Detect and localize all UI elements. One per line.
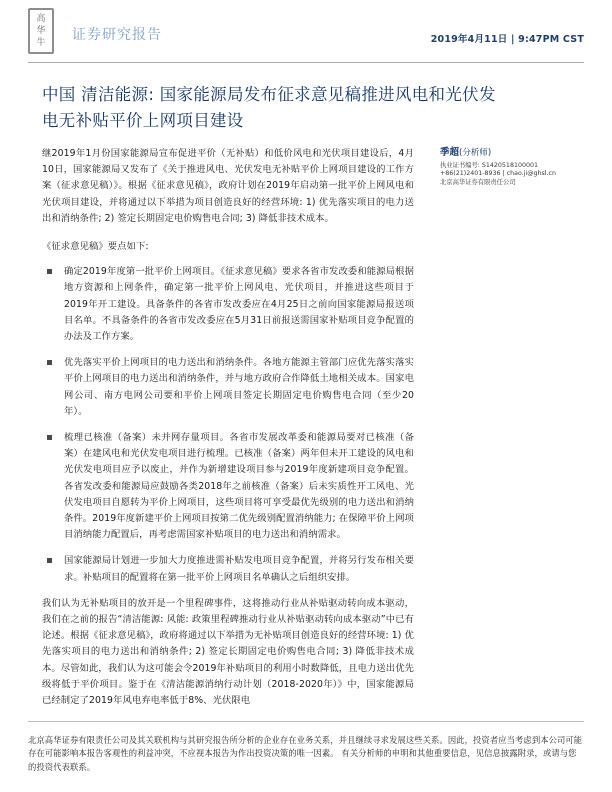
gao-hua-seal-icon (28, 8, 54, 54)
bullets-lead-in: 《征求意见稿》要点如下: (42, 241, 149, 253)
page-title: 中国 清洁能源: 国家能源局发布征求意见稿推进风电和光伏发电无补贴平价上网项目建设 (42, 85, 496, 130)
header-divider (28, 62, 584, 63)
page-footer (28, 721, 584, 775)
disclaimer-text: 北京高华证券有限责任公司及其关联机构与其研究报告所分析的企业存在业务关系，并且继续寻求发展这些关系。因此，投资者应当考虑到本公司可能存在可能影响本报告客观性的利益冲突，不应视本报告为作出投资决策的唯一因素。 有关分析师的申明和其他重要信息，见信息披露附录，或请与您的投资代表联系。 (28, 734, 583, 772)
header-timestamp: 2019年4月11日 | 9:47PM CST (430, 34, 584, 45)
content-area (0, 134, 612, 721)
list-item (42, 430, 414, 543)
list-item-text: 国家能源局计划进一步加大力度推进需补贴发电项目竞争配置，并将另行发布相关要求。补贴项目的配置将在第一批平价上网项目名单确认之后组织安排。 (64, 555, 414, 583)
intro-paragraph: 继2019年1月份国家能源局宣布促进平价（无补贴）和低价风电和光伏项目建设后，4月10日，国家能源局又发布了《关于推进风电、光伏发电无补贴平价上网项目建设的工作方案（征求意见稿）》。根据《征求意见稿》，政府计划在2019年启动第一批平价上网风电和光伏项目建设，并将通过以下举措为项目创造良好的经营环境: 1) 优先落实项目的电力送出和消纳条件; 2) 签定长期固定电价购售电合同; 3) 降低非技术成本。 (42, 148, 414, 224)
analyst-sidebar (422, 146, 584, 721)
logo-char-1: 高 (36, 14, 46, 24)
page-header (0, 0, 612, 62)
list-item (42, 264, 414, 345)
logo-char-3: 牛 (36, 38, 46, 48)
key-points-list (42, 264, 414, 586)
list-item (42, 355, 414, 420)
logo-char-2: 华 (36, 26, 46, 36)
main-column (42, 146, 414, 721)
analyst-role: (分析师) (459, 148, 492, 158)
list-item-text: 优先落实平价上网项目的电力送出和消纳条件。各地方能源主管部门应优先落实落实平价上网项目的电力送出和消纳条件，并与地方政府合作降低土地相关成本。国家电网公司、南方电网公司要和平价上网项目签定长期固定电价购售电合同（至少20年）。 (64, 357, 414, 417)
analyst-firm: 北京高华证券有限责任公司 (440, 178, 516, 186)
square-bullet-icon (47, 435, 52, 440)
square-bullet-icon (47, 558, 52, 563)
analyst-name: 季超 (440, 147, 460, 158)
list-item-text: 梳理已核准（备案）未并网存量项目。各省市发展改革委和能源局要对已核准（备案）在建风电和光伏发电项目进行梳理。已核准（备案）两年但未开工建设的风电和光伏发电项目应予以废止，并作为新增建设项目参与2019年度新建项目竞争配置。各省发改委和能源局应鼓励各类2018年之前核准（备案）后未实质性开工风电、光伏发电项目自愿转为平价上网项目，这些项目将可享受最优先级别的电力送出和消纳条件。2019年度新建平价上网项目按第二优先级别配置消纳能力; 在保障平价上网项目消纳能力配置后，再考虑需国家补贴项目的电力送出和消纳需求。 (64, 432, 414, 541)
square-bullet-icon (47, 269, 52, 274)
list-item (42, 553, 414, 585)
title-block (0, 62, 612, 134)
analyst-name-line (440, 146, 584, 160)
analyst-license: 执业证书编号: S1420518100001 (440, 162, 538, 169)
closing-paragraph: 我们认为无补贴项目的放开是一个里程碑事件，这将推动行业从补贴驱动转向成本驱动，我们在之前的报告“清洁能源: 风能: 政策里程碑推动行业从补贴驱动转向成本驱动”中已有论述。根据《征求意见稿》，政府将通过以下举措为无补贴项目创造良好的经营环境: 1) 优先落实项目的电力送出和消纳条件; 2) 签定长期固定电价购售电合同; 3) 降低非技术成本。尽管如此，我们认为这可能会令2019年补贴项目的利用小时数降低，且电力送出优先级将低于平价项目。鉴于在《清洁能源消纳行动计划（2018-2020年）》中，国家能源局已经制定了2019年风电弃电率低于8%、光伏限电 (42, 597, 414, 707)
header-report-label: 证券研究报告 (72, 27, 162, 43)
square-bullet-icon (47, 360, 52, 365)
brand-logo (28, 8, 62, 56)
list-item-text: 确定2019年度第一批平价上网项目。《征求意见稿》要求各省市发改委和能源局根据地方资源和上网条件，确定第一批平价上网风电、光伏项目，并推进这些项目于2019年开工建设。具备条件的各省市发改委应在4月25日之前向国家能源局报送项目名单。不具备条件的各省市发改委应在5月31日前报送需国家补贴项目竞争配置的办法及工作方案。 (64, 266, 414, 343)
footer-divider (28, 721, 584, 722)
analyst-contact[interactable]: +86(21)2401-8936 | chao.ji@ghsl.cn (440, 170, 556, 178)
